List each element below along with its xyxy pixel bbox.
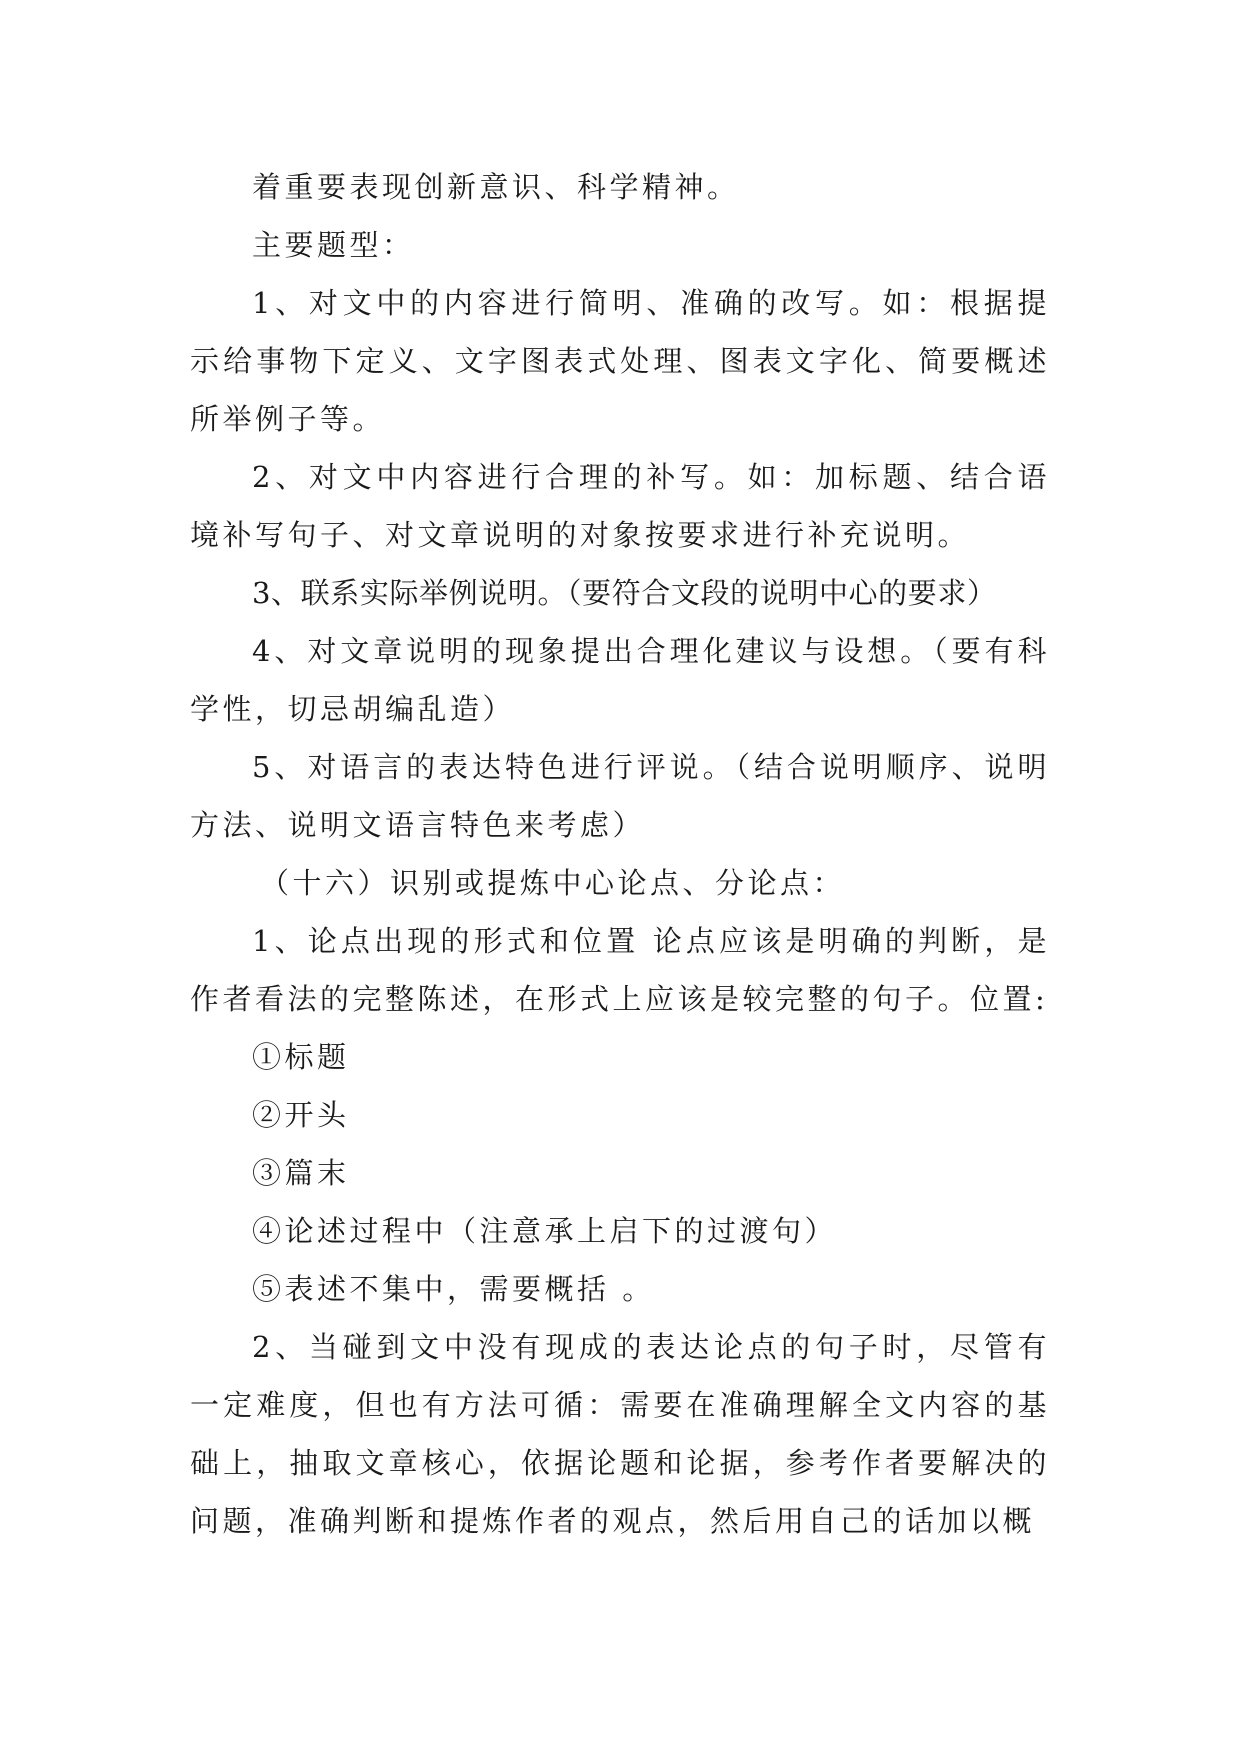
list-item-summary: ⑤表述不集中，需要概括 。 [252, 1272, 655, 1306]
paragraph-item-2: 2、对文中内容进行合理的补写。如：加标题、结合语境补写句子、对文章说明的对象按要求进行补充说明。 [190, 460, 1050, 552]
paragraph-intro: 着重要表现创新意识、科学精神。 [252, 170, 740, 204]
paragraph-item-4: 4、对文章说明的现象提出合理化建议与设想。（要有科学性，切忌胡编乱造） [190, 634, 1050, 726]
document-body [190, 158, 1050, 1550]
section-heading-16: （十六）识别或提炼中心论点、分论点： [260, 866, 846, 900]
list-item-title: ①标题 [252, 1040, 350, 1074]
list-item-end: ③篇末 [252, 1156, 350, 1190]
paragraph-question-types-heading: 主要题型： [252, 228, 415, 262]
list-item-process: ④论述过程中（注意承上启下的过渡句） [252, 1214, 838, 1248]
paragraph-argument-position: 1、论点出现的形式和位置 论点应该是明确的判断，是作者看法的完整陈述，在形式上应该是较完整的句子。位置: [190, 924, 1050, 1016]
paragraph-item-1: 1、对文中的内容进行简明、准确的改写。如：根据提示给事物下定义、文字图表式处理、图表文字化、简要概述所举例子等。 [190, 286, 1050, 436]
paragraph-item-3: 3、联系实际举例说明。（要符合文段的说明中心的要求） [252, 576, 997, 610]
list-item-beginning: ②开头 [252, 1098, 350, 1132]
paragraph-no-explicit-argument: 2、当碰到文中没有现成的表达论点的句子时，尽管有一定难度，但也有方法可循：需要在准确理解全文内容的基础上，抽取文章核心，依据论题和论据，参考作者要解决的问题，准确判断和提炼作者的观点，然后用自己的话加以概 [190, 1330, 1050, 1538]
paragraph-item-5: 5、对语言的表达特色进行评说。（结合说明顺序、说明方法、说明文语言特色来考虑） [190, 750, 1050, 842]
